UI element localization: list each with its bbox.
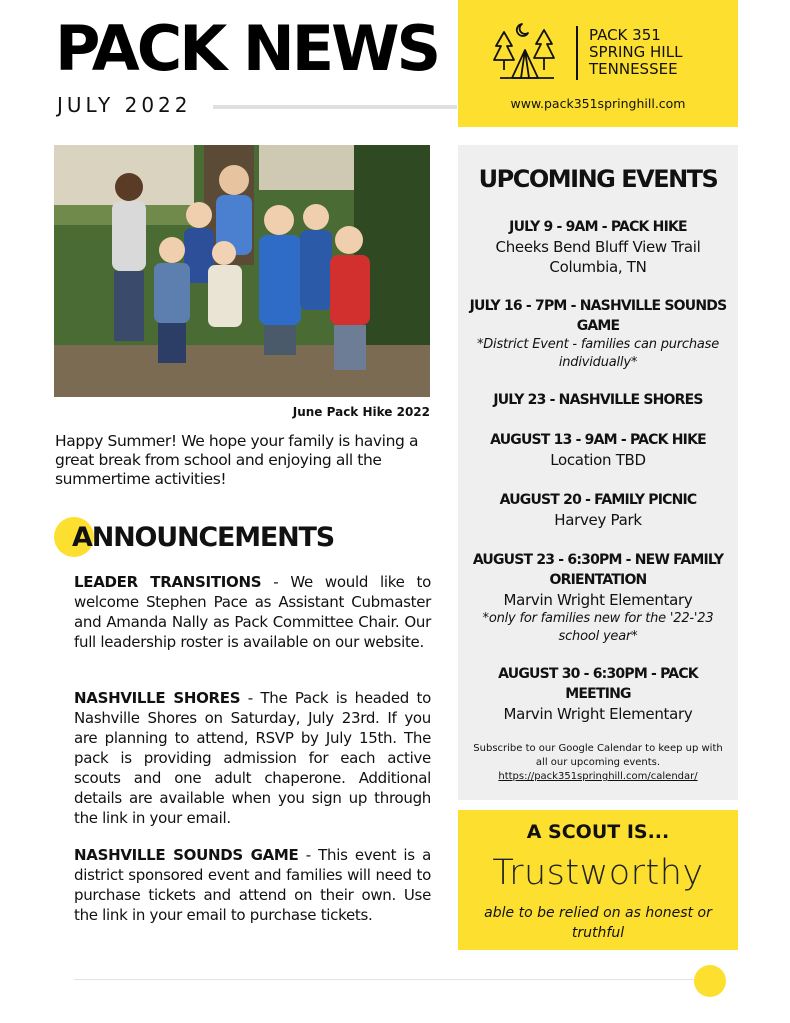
announcement-body: - We would like to welcome Stephen Pace as Assistant Cubmaster and Amanda Nally as Pack Committee Chair. Our full leadership roster is available on our website. [74,573,431,651]
event-city: Columbia, TN [549,258,647,276]
camp-tent-trees-icon [492,20,558,82]
event-note: *only for families new for the '22-'23 school year* [482,611,714,644]
event-location: Marvin Wright Elementary [503,705,693,723]
scouts-photo-illustration [54,145,430,397]
pack-name [589,27,682,78]
event-item [468,490,728,530]
event-item [468,390,728,410]
intro-text: Happy Summer! We hope your family is having a great break from school and enjoying all the summertime activities! [55,432,419,488]
event-location: Harvey Park [554,511,642,529]
event-note: *District Event - families can purchase individually* [476,337,720,370]
event-item [468,550,728,646]
events-heading: UPCOMING EVENTS [478,165,718,193]
event-item [468,430,728,470]
scout-law-word: Trustworthy [492,853,704,893]
announcement-body: - The Pack is headed to Nashville Shores on Saturday, July 23rd. If you are planning to attend, RSVP by July 15th. The pack is providing admission for each active scouts and one adult chaperone. Additional details are available when you sign up through the link in your email. [74,689,431,827]
event-title: AUGUST 13 - 9AM - PACK HIKE [490,432,706,448]
event-location: Marvin Wright Elementary [503,591,693,609]
announcement-title: NASHVILLE SOUNDS GAME [74,846,299,864]
upcoming-events-panel [458,145,738,800]
event-item [468,296,728,372]
event-title: AUGUST 20 - FAMILY PICNIC [499,492,697,508]
announcement-body: - This event is a district sponsored event and families will need to purchase tickets and attend on their own. Use the link in your email to purchase tickets. [74,846,431,924]
scout-law-box [458,810,738,950]
event-title: JULY 16 - 7PM - NASHVILLE SOUNDS GAME [469,298,727,334]
event-item [468,217,728,277]
event-title: JULY 9 - 9AM - PACK HIKE [509,219,687,235]
photo-caption: June Pack Hike 2022 [292,405,430,419]
event-title: AUGUST 30 - 6:30PM - PACK MEETING [498,666,698,702]
issue-date: JULY 2022 [57,93,192,117]
website-link[interactable]: www.pack351springhill.com [510,96,686,111]
event-location: Location TBD [550,451,646,469]
scout-law-definition: able to be relied on as honest or truthful [484,905,712,941]
pack-city: SPRING HILL [589,43,683,61]
event-item [468,664,728,724]
pack-number: PACK 351 [589,26,661,44]
announcement-title: NASHVILLE SHORES [74,689,241,707]
subscribe-text: Subscribe to our Google Calendar to keep up with all our upcoming events. [473,743,723,768]
calendar-subscribe [468,742,728,784]
announcements-heading: ANNOUNCEMENTS [72,522,334,553]
announcement-leader-transitions [74,572,431,652]
event-title: AUGUST 23 - 6:30PM - NEW FAMILY ORIENTATION [472,552,724,588]
footer-divider [74,979,694,980]
event-location: Cheeks Bend Bluff View Trail [495,238,701,256]
footer-accent-dot [694,965,726,997]
scout-law-heading: A SCOUT IS... [526,821,670,843]
group-photo [54,145,430,397]
logo-divider [576,26,578,80]
newsletter-title: PACK NEWS [55,12,439,85]
announcement-nashville-sounds [74,845,431,925]
event-title: JULY 23 - NASHVILLE SHORES [493,392,703,408]
pack-logo-box [458,0,738,127]
pack-state: TENNESSEE [589,60,678,78]
announcement-title: LEADER TRANSITIONS [74,573,262,591]
date-divider [213,105,457,109]
announcement-nashville-shores [74,688,431,828]
calendar-link[interactable]: https://pack351springhill.com/calendar/ [498,771,698,782]
